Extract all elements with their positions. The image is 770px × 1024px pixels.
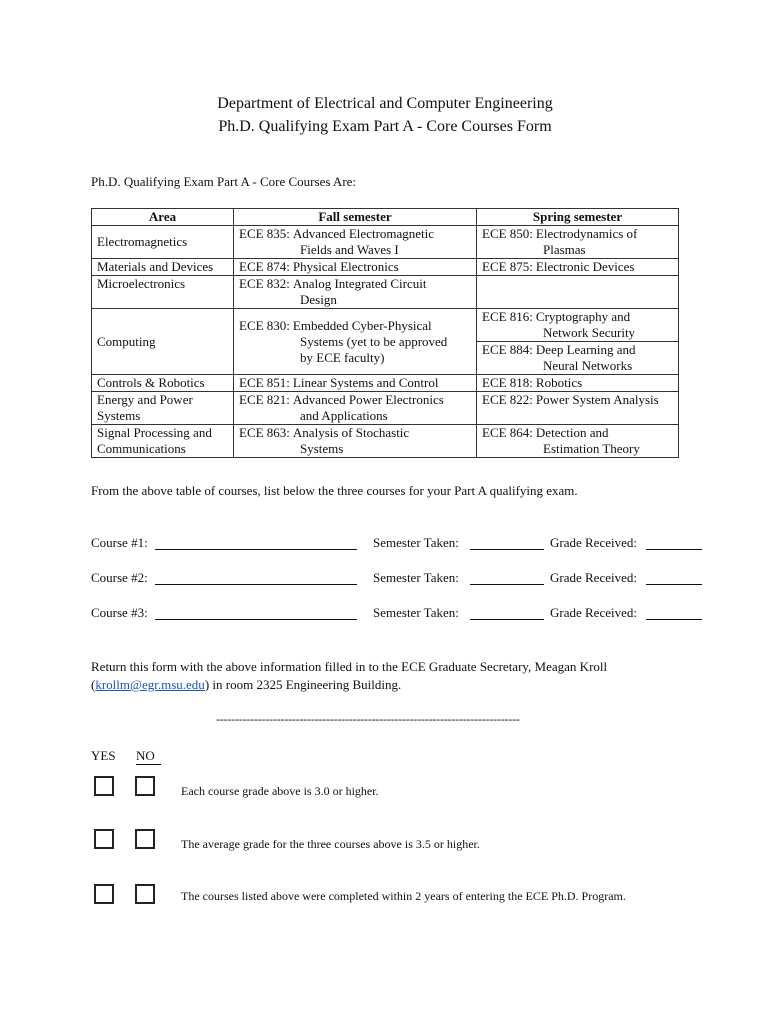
yes-checkbox-3[interactable] (94, 884, 114, 904)
course-name: Advanced Electromagnetic (292, 226, 435, 241)
area-cell: Computing (92, 309, 234, 375)
course-code: ECE 816: (482, 309, 533, 324)
course-row-3 (91, 605, 703, 625)
course-name: Detection and (535, 425, 609, 440)
grade-1-input[interactable] (646, 537, 702, 550)
course-code: ECE 822: (482, 392, 533, 407)
core-courses-table (91, 208, 679, 458)
table-header-row (92, 209, 679, 226)
grade-2-input[interactable] (646, 572, 702, 585)
course-name: Deep Learning and (535, 342, 636, 357)
course-name-cont: by ECE faculty) (300, 349, 385, 365)
course-code: ECE 835: (239, 226, 290, 241)
area-cell: Controls & Robotics (92, 375, 234, 392)
course-name: Electrodynamics of (535, 226, 638, 241)
course-name: Linear Systems and Control (292, 375, 439, 390)
course-name: Analog Integrated Circuit (292, 276, 427, 291)
area-cell (92, 425, 234, 458)
area-line: Signal Processing and (97, 425, 212, 440)
criteria-2: The average grade for the three courses above is 3.5 or higher. (181, 837, 480, 851)
table-row (92, 309, 679, 342)
return-text: Return this form with the above information filled in to the ECE Graduate Secretary, Meagan Kroll (91, 659, 608, 674)
course-code: ECE 863: (239, 425, 290, 440)
spring-cell (477, 309, 679, 342)
course-2-input[interactable] (155, 572, 357, 585)
fall-cell (234, 375, 477, 392)
course-label: Course #1: (91, 535, 148, 550)
table-row (92, 226, 679, 259)
course-name: Robotics (535, 375, 583, 390)
spring-cell-empty (477, 276, 679, 309)
course-code: ECE 851: (239, 375, 290, 390)
fall-cell (234, 309, 477, 375)
table-row (92, 425, 679, 458)
yes-label: YES (91, 748, 116, 763)
course-label: Course #3: (91, 605, 148, 620)
course-code: ECE 864: (482, 425, 533, 440)
return-text-end: ) in room 2325 Engineering Building. (204, 677, 402, 692)
course-code: ECE 874: (239, 259, 290, 274)
area-line: Communications (97, 441, 186, 456)
no-checkbox-2[interactable] (135, 829, 155, 849)
header-area: Area (92, 209, 234, 226)
course-name-cont: Systems (300, 441, 344, 456)
course-name-cont: and Applications (300, 408, 388, 423)
course-code: ECE 818: (482, 375, 533, 390)
area-line: Systems (97, 408, 141, 423)
course-name-cont: Estimation Theory (543, 441, 640, 456)
criteria-3: The courses listed above were completed within 2 years of entering the ECE Ph.D. Program. (181, 889, 626, 903)
return-instructions (91, 658, 691, 694)
spring-cell (477, 342, 679, 375)
course-name: Electronic Devices (535, 259, 635, 274)
course-row-1 (91, 535, 703, 555)
area-line: Energy and Power (97, 392, 193, 407)
yes-checkbox-2[interactable] (94, 829, 114, 849)
area-cell: Materials and Devices (92, 259, 234, 276)
course-name: Embedded Cyber-Physical (292, 317, 432, 333)
semester-label: Semester Taken: (373, 605, 459, 620)
course-name-cont: Plasmas (543, 242, 586, 257)
secretary-email-link[interactable]: krollm@egr.msu.edu (95, 677, 205, 692)
course-name: Power System Analysis (535, 392, 659, 407)
course-code: ECE 875: (482, 259, 533, 274)
table-row (92, 375, 679, 392)
fall-cell (234, 392, 477, 425)
semester-label: Semester Taken: (373, 535, 459, 550)
spring-cell (477, 259, 679, 276)
table-row (92, 276, 679, 309)
spring-cell (477, 226, 679, 259)
spring-cell (477, 425, 679, 458)
fall-cell (234, 425, 477, 458)
divider-line: -------------------------------------------------------------------------------- (216, 712, 520, 726)
table-row (92, 392, 679, 425)
course-name-cont: Fields and Waves I (300, 242, 399, 257)
semester-2-input[interactable] (470, 572, 544, 585)
department-title: Department of Electrical and Computer Engineering (217, 95, 553, 112)
grade-3-input[interactable] (646, 607, 702, 620)
course-code: ECE 821: (239, 392, 290, 407)
semester-3-input[interactable] (470, 607, 544, 620)
course-row-2 (91, 570, 703, 590)
course-name-cont: Systems (yet to be approved (300, 333, 448, 349)
course-name: Analysis of Stochastic (292, 425, 410, 440)
open-paren: ( (91, 677, 96, 692)
grade-label: Grade Received: (550, 535, 637, 550)
fall-cell (234, 226, 477, 259)
fall-cell (234, 259, 477, 276)
semester-1-input[interactable] (470, 537, 544, 550)
instruction-text: From the above table of courses, list below the three courses for your Part A qualifying exam. (91, 483, 578, 498)
semester-label: Semester Taken: (373, 570, 459, 585)
intro-text: Ph.D. Qualifying Exam Part A - Core Courses Are: (91, 174, 357, 189)
course-code: ECE 884: (482, 342, 533, 357)
grade-label: Grade Received: (550, 605, 637, 620)
course-name-cont: Design (300, 292, 337, 307)
course-name: Cryptography and (535, 309, 631, 324)
course-code: ECE 830: (239, 317, 290, 333)
fall-cell (234, 276, 477, 309)
criteria-1: Each course grade above is 3.0 or higher. (181, 784, 379, 798)
course-code: ECE 850: (482, 226, 533, 241)
no-checkbox-3[interactable] (135, 884, 155, 904)
course-name: Physical Electronics (292, 259, 399, 274)
spring-cell (477, 375, 679, 392)
spring-cell (477, 392, 679, 425)
form-title: Ph.D. Qualifying Exam Part A - Core Courses Form (218, 118, 552, 135)
course-name: Advanced Power Electronics (292, 392, 444, 407)
header-fall: Fall semester (234, 209, 477, 226)
header-spring: Spring semester (477, 209, 679, 226)
table-row (92, 259, 679, 276)
area-cell: Microelectronics (92, 276, 234, 309)
no-label: NO (136, 748, 161, 765)
course-code: ECE 832: (239, 276, 290, 291)
course-name-cont: Network Security (543, 325, 636, 340)
course-label: Course #2: (91, 570, 148, 585)
area-cell: Electromagnetics (92, 226, 234, 259)
course-name-cont: Neural Networks (543, 358, 633, 373)
no-checkbox-1[interactable] (135, 776, 155, 796)
area-cell (92, 392, 234, 425)
yes-checkbox-1[interactable] (94, 776, 114, 796)
course-3-input[interactable] (155, 607, 357, 620)
grade-label: Grade Received: (550, 570, 637, 585)
course-1-input[interactable] (155, 537, 357, 550)
